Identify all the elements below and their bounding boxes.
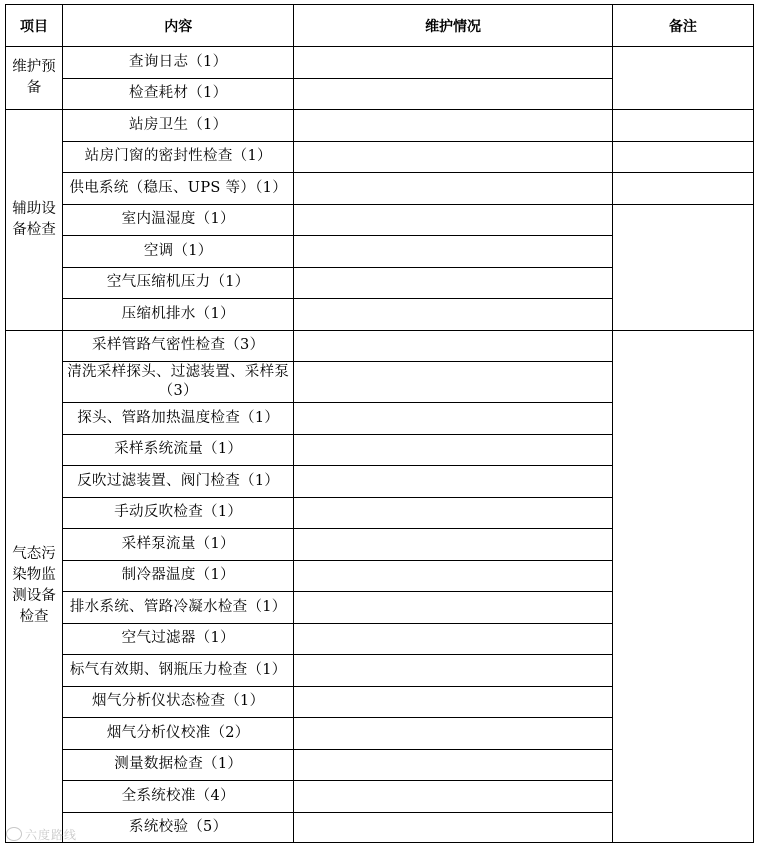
status-cell[interactable] xyxy=(294,362,612,403)
row-content: 测量数据检查（1） xyxy=(63,749,294,781)
note-cell[interactable] xyxy=(612,47,753,110)
row-content: 空调（1） xyxy=(63,236,294,268)
row-content: 反吹过滤装置、阀门检查（1） xyxy=(63,466,294,498)
row-content: 排水系统、管路冷凝水检查（1） xyxy=(63,592,294,624)
status-cell[interactable] xyxy=(294,47,612,79)
header-status: 维护情况 xyxy=(294,5,612,47)
header-row xyxy=(6,5,754,47)
status-cell[interactable] xyxy=(294,299,612,331)
table-row xyxy=(6,330,754,362)
status-cell[interactable] xyxy=(294,267,612,299)
row-content: 站房门窗的密封性检查（1） xyxy=(63,141,294,173)
status-cell[interactable] xyxy=(294,529,612,561)
status-cell[interactable] xyxy=(294,686,612,718)
status-cell[interactable] xyxy=(294,655,612,687)
row-content: 查询日志（1） xyxy=(63,47,294,79)
status-cell[interactable] xyxy=(294,78,612,110)
table-row xyxy=(6,47,754,79)
status-cell[interactable] xyxy=(294,110,612,142)
note-cell[interactable] xyxy=(612,141,753,173)
row-content: 系统校验（5） xyxy=(63,812,294,842)
row-content: 检查耗材（1） xyxy=(63,78,294,110)
group-label-gas: 气态污染物监测设备检查 xyxy=(6,330,63,842)
row-content: 全系统校准（4） xyxy=(63,781,294,813)
status-cell[interactable] xyxy=(294,204,612,236)
status-cell[interactable] xyxy=(294,330,612,362)
status-cell[interactable] xyxy=(294,236,612,268)
row-content: 压缩机排水（1） xyxy=(63,299,294,331)
status-cell[interactable] xyxy=(294,749,612,781)
watermark-logo-icon xyxy=(6,827,22,841)
status-cell[interactable] xyxy=(294,497,612,529)
header-project: 项目 xyxy=(6,5,63,47)
row-content: 空气压缩机压力（1） xyxy=(63,267,294,299)
status-cell[interactable] xyxy=(294,781,612,813)
row-content: 供电系统（稳压、UPS 等）（1） xyxy=(63,173,294,205)
table-row xyxy=(6,204,754,236)
status-cell[interactable] xyxy=(294,141,612,173)
row-content: 采样管路气密性检查（3） xyxy=(63,330,294,362)
status-cell[interactable] xyxy=(294,560,612,592)
status-cell[interactable] xyxy=(294,173,612,205)
status-cell[interactable] xyxy=(294,592,612,624)
row-content: 烟气分析仪校准（2） xyxy=(63,718,294,750)
table-row xyxy=(6,173,754,205)
status-cell[interactable] xyxy=(294,623,612,655)
row-content: 标气有效期、钢瓶压力检查（1） xyxy=(63,655,294,687)
note-cell[interactable] xyxy=(612,173,753,205)
row-content: 烟气分析仪状态检查（1） xyxy=(63,686,294,718)
row-content: 站房卫生（1） xyxy=(63,110,294,142)
status-cell[interactable] xyxy=(294,466,612,498)
row-content: 探头、管路加热温度检查（1） xyxy=(63,403,294,435)
status-cell[interactable] xyxy=(294,718,612,750)
table-row xyxy=(6,110,754,142)
row-content: 采样泵流量（1） xyxy=(63,529,294,561)
note-cell[interactable] xyxy=(612,330,753,842)
status-cell[interactable] xyxy=(294,812,612,842)
header-note: 备注 xyxy=(612,5,753,47)
note-cell[interactable] xyxy=(612,204,753,330)
status-cell[interactable] xyxy=(294,403,612,435)
row-content: 清洗采样探头、过滤装置、采样泵（3） xyxy=(63,362,294,403)
table-row xyxy=(6,141,754,173)
status-cell[interactable] xyxy=(294,434,612,466)
group-label-aux: 辅助设备检查 xyxy=(6,110,63,331)
row-content: 空气过滤器（1） xyxy=(63,623,294,655)
group-label-prep: 维护预备 xyxy=(6,47,63,110)
watermark xyxy=(6,826,77,843)
row-content: 室内温湿度（1） xyxy=(63,204,294,236)
row-content: 制冷器温度（1） xyxy=(63,560,294,592)
note-cell[interactable] xyxy=(612,110,753,142)
row-content: 手动反吹检查（1） xyxy=(63,497,294,529)
header-content: 内容 xyxy=(63,5,294,47)
watermark-text: 六度路线 xyxy=(25,828,78,842)
row-content: 采样系统流量（1） xyxy=(63,434,294,466)
maintenance-table xyxy=(5,4,754,843)
